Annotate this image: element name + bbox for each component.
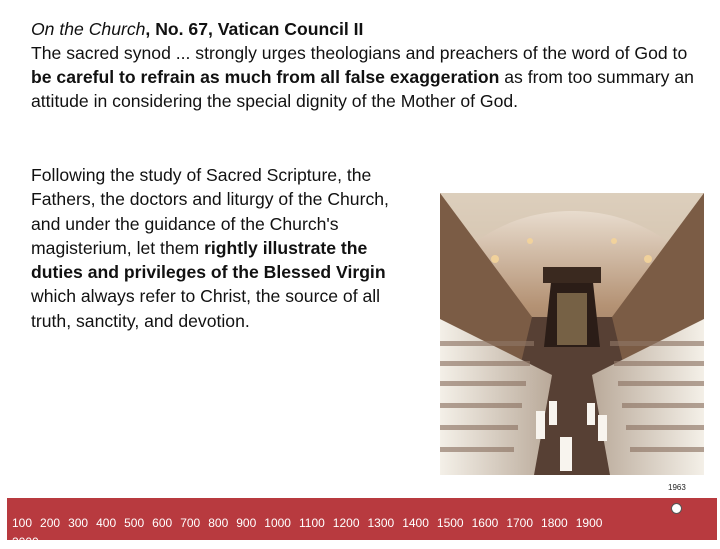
timeline-label-300: 300 — [68, 516, 89, 530]
council-quote — [31, 41, 701, 113]
timeline-label-100: 100 — [12, 516, 33, 530]
altar-light — [557, 293, 587, 345]
timeline-label-900: 900 — [236, 516, 257, 530]
page-title — [31, 17, 701, 41]
timeline-label-2000: 2000 — [12, 535, 39, 549]
council-hall-photo-svg — [440, 193, 704, 475]
timeline-label-1600: 1600 — [471, 516, 499, 530]
timeline-label-1700: 1700 — [506, 516, 534, 530]
timeline-label-1200: 1200 — [332, 516, 360, 530]
timeline-label-1900: 1900 — [575, 516, 603, 530]
photo-year: 1963 — [668, 483, 686, 492]
council-hall-photo — [440, 193, 704, 475]
baldachin-canopy — [543, 267, 601, 283]
timeline-marker-icon[interactable] — [671, 503, 682, 514]
timeline-label-1800: 1800 — [541, 516, 568, 530]
timeline-label-1100: 1100 — [298, 516, 325, 530]
timeline-label-200: 200 — [40, 516, 61, 530]
timeline-label-1000: 1000 — [264, 516, 291, 530]
title-document-reference: , No. 67, Vatican Council II — [145, 19, 364, 39]
timeline-label-800: 800 — [208, 516, 229, 530]
timeline-label-1400: 1400 — [402, 516, 429, 530]
quote-text-start: The sacred synod ... strongly urges theologians and preachers of the word of God to — [31, 43, 688, 63]
quote-emphasis: be careful to refrain as much from all false exaggeration — [31, 67, 500, 87]
timeline-label-1300: 1300 — [367, 516, 395, 530]
body-paragraph — [31, 163, 421, 333]
title-document-name: On the Church — [31, 19, 146, 39]
body-emphasis: rightly illustrate the duties and privileges of the Blessed Virgin — [31, 237, 386, 283]
timeline-label-600: 600 — [152, 516, 173, 530]
body-text-end: which always refer to Christ, the source of all truth, sanctity, and devotion. — [31, 286, 381, 331]
timeline-label-400: 400 — [96, 516, 117, 530]
timeline-label-1500: 1500 — [436, 516, 464, 530]
body-text-start: Following the study of Sacred Scripture, the Fathers, the doctors and liturgy of the Church, and under the guidance of the Church's magisterium, let them — [31, 165, 389, 258]
timeline-label-500: 500 — [124, 516, 145, 530]
timeline-label-700: 700 — [180, 516, 201, 530]
quote-text-end: as from too summary an attitude in considering the special dignity of the Mother of God. — [31, 67, 694, 111]
